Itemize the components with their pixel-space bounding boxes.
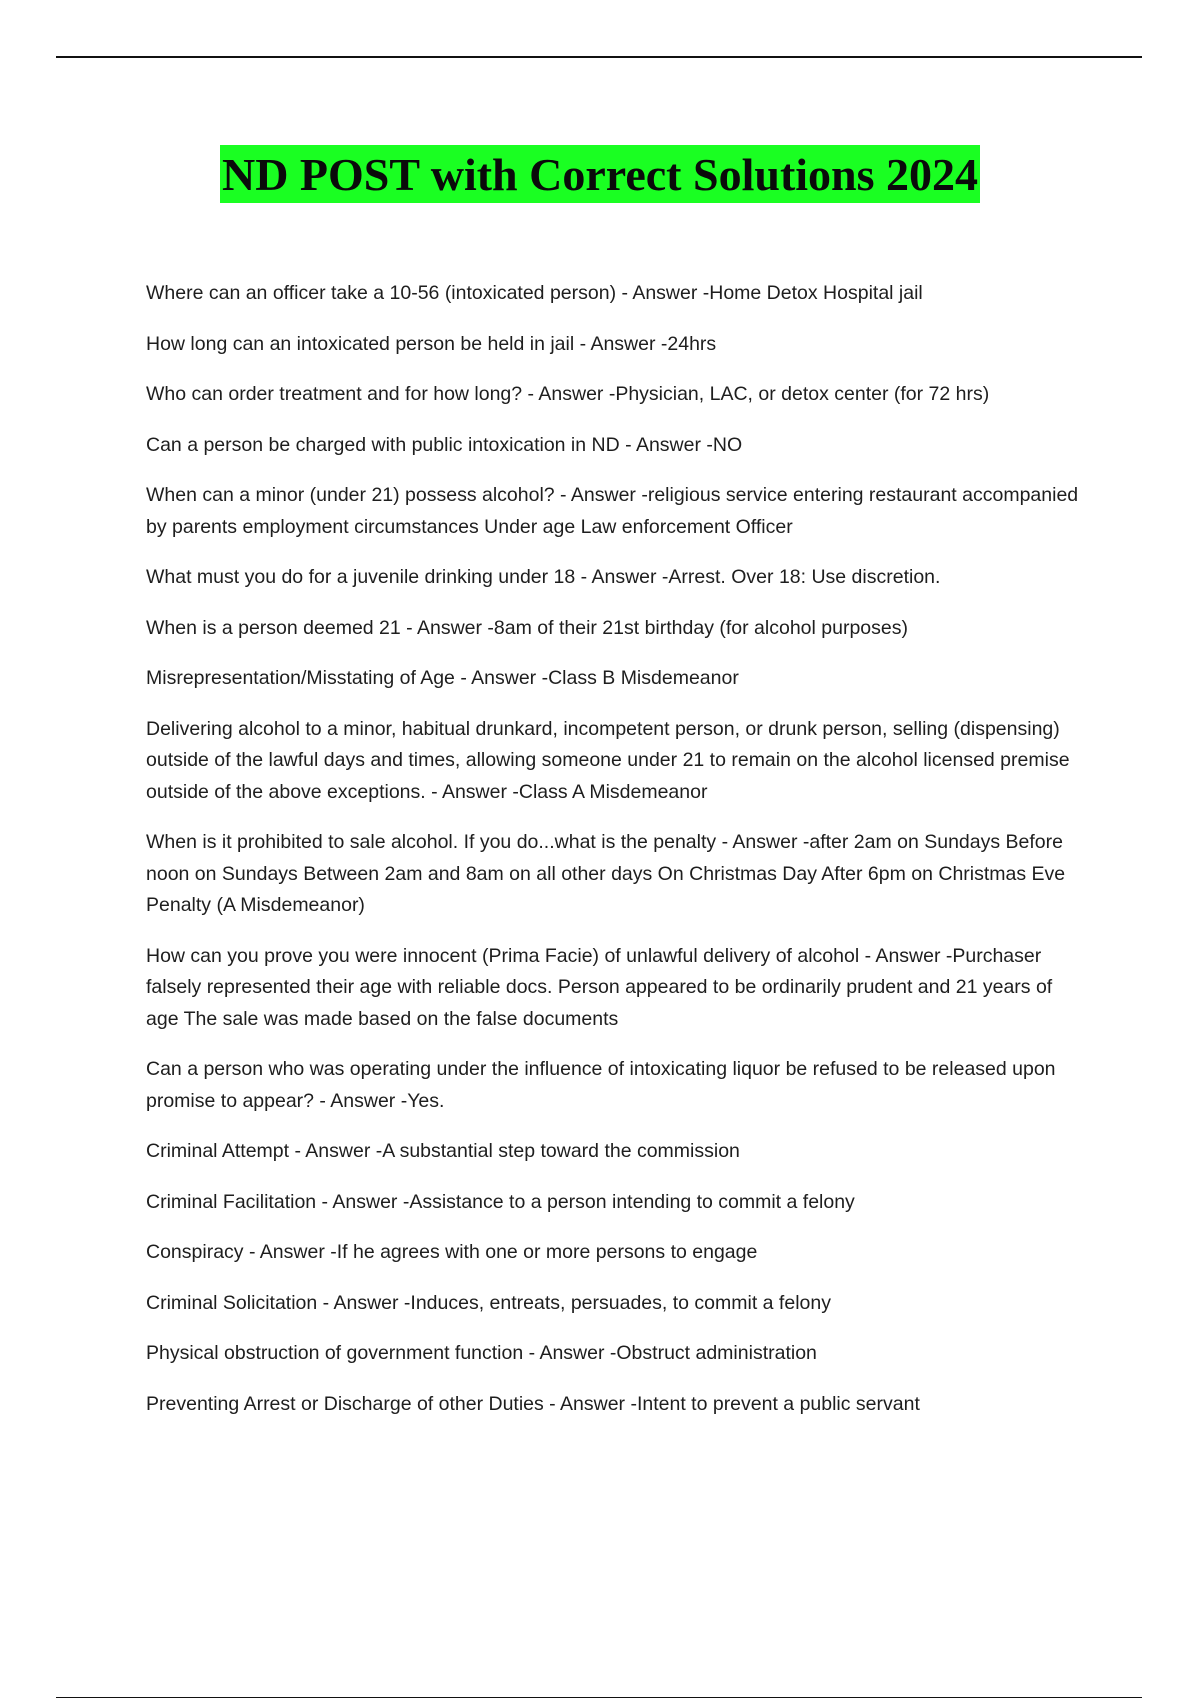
qa-item: Delivering alcohol to a minor, habitual drunkard, incompetent person, or drunk person, selling (dispensing) outside of the lawful days and times, allowing someone under 21 to remain on the alcohol licensed premise outside of the above exceptions. - Answer -Class A Misdemeanor	[146, 717, 1070, 803]
qa-item: When is it prohibited to sale alcohol. If you do...what is the penalty - Answer -after 2am on Sundays Before noon on Sundays Between 2am and 8am on all other days On Christmas Day After 6pm on Christmas Eve Penalty (A Misdemeanor)	[146, 831, 1066, 916]
qa-item: When is a person deemed 21 - Answer -8am of their 21st birthday (for alcohol purposes)	[146, 616, 908, 639]
qa-item: Conspiracy - Answer -If he agrees with one or more persons to engage	[146, 1241, 758, 1263]
bottom-rule	[56, 1697, 1142, 1698]
qa-item: Preventing Arrest or Discharge of other Duties - Answer -Intent to prevent a public servant	[146, 1392, 920, 1415]
qa-item: Physical obstruction of government function - Answer -Obstruct administration	[146, 1342, 817, 1364]
qa-item: How can you prove you were innocent (Prima Facie) of unlawful delivery of alcohol - Answer -Purchaser falsely represented their age with reliable docs. Person appeared to be ordinarily prudent and 21 years of age The sale was made based on the false documents	[146, 944, 1053, 1030]
qa-item: Can a person who was operating under the influence of intoxicating liquor be refused to be released upon promise to appear? - Answer -Yes.	[146, 1058, 1056, 1112]
qa-item: When can a minor (under 21) possess alcohol? - Answer -religious service entering restaurant accompanied by parents employment circumstances Under age Law enforcement Officer	[146, 484, 1079, 538]
qa-item: Where can an officer take a 10-56 (intoxicated person) - Answer -Home Detox Hospital jail	[146, 282, 923, 304]
qa-list	[146, 278, 1086, 1439]
qa-item: Can a person be charged with public intoxication in ND - Answer -NO	[146, 433, 743, 456]
qa-item: Misrepresentation/Misstating of Age - Answer -Class B Misdemeanor	[146, 667, 739, 689]
qa-item: How long can an intoxicated person be held in jail - Answer -24hrs	[146, 332, 717, 355]
qa-item: Who can order treatment and for how long? - Answer -Physician, LAC, or detox center (for 72 hrs)	[146, 383, 990, 405]
qa-item: Criminal Attempt - Answer -A substantial step toward the commission	[146, 1140, 740, 1162]
qa-item: Criminal Facilitation - Answer -Assistance to a person intending to commit a felony	[146, 1190, 855, 1213]
qa-item: Criminal Solicitation - Answer -Induces, entreats, persuades, to commit a felony	[146, 1291, 831, 1314]
top-rule	[56, 56, 1142, 58]
title-container	[0, 145, 1200, 203]
qa-item: What must you do for a juvenile drinking under 18 - Answer -Arrest. Over 18: Use discretion.	[146, 566, 941, 588]
document-title: ND POST with Correct Solutions 2024	[220, 145, 980, 203]
